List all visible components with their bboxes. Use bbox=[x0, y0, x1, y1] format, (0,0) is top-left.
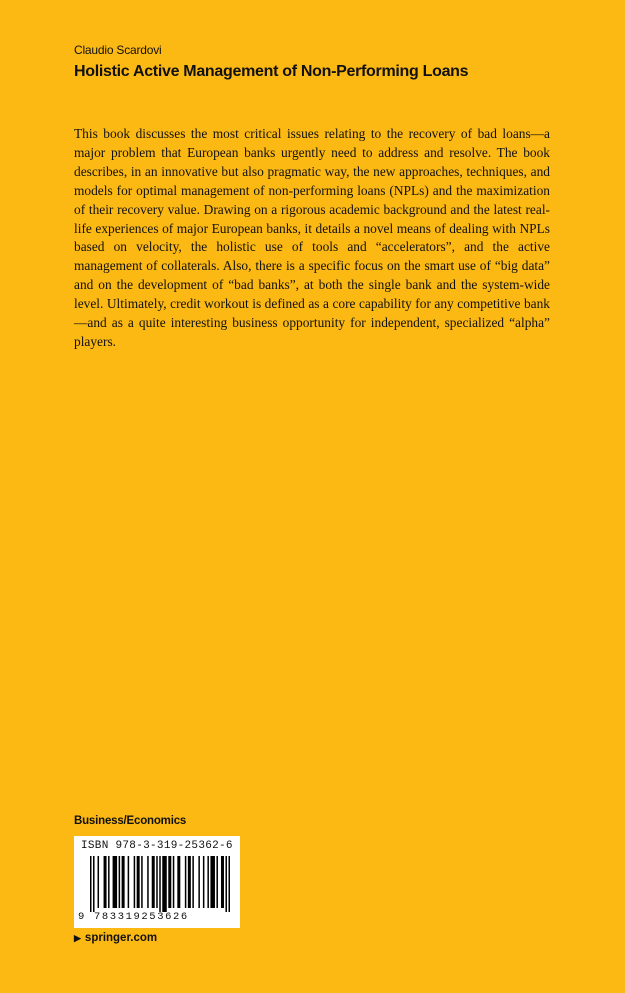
barcode-bar bbox=[177, 856, 180, 908]
barcode-bar bbox=[225, 856, 227, 912]
barcode-bar bbox=[228, 856, 230, 912]
barcode-bar bbox=[93, 856, 95, 912]
barcode-bar bbox=[104, 856, 107, 908]
barcode-bar bbox=[162, 856, 167, 912]
publisher-website[interactable] bbox=[74, 932, 157, 944]
barcode-bar bbox=[113, 856, 118, 908]
barcode-bar bbox=[119, 856, 121, 908]
barcode-bar bbox=[152, 856, 155, 908]
barcode-bar bbox=[134, 856, 136, 908]
barcode-bar bbox=[192, 856, 194, 908]
barcode-bar bbox=[185, 856, 187, 908]
barcode-lead-digit: 9 bbox=[78, 911, 85, 923]
barcode-bar bbox=[207, 856, 209, 908]
subject-category: Business/Economics bbox=[74, 815, 187, 827]
isbn-label: ISBN 978-3-319-25362-6 bbox=[81, 840, 233, 852]
barcode-bar bbox=[173, 856, 175, 908]
barcode-bar bbox=[122, 856, 125, 908]
barcode-bar bbox=[168, 856, 171, 908]
barcode-bar bbox=[128, 856, 130, 908]
barcode-bar bbox=[137, 856, 140, 908]
barcode-digits: 783319253626 bbox=[94, 911, 189, 923]
barcode-bars bbox=[90, 856, 230, 912]
isbn-barcode bbox=[74, 836, 240, 928]
barcode-bar bbox=[216, 856, 218, 908]
barcode-bar bbox=[90, 856, 92, 912]
barcode-bar bbox=[147, 856, 149, 908]
barcode-bar bbox=[98, 856, 100, 908]
barcode-bar bbox=[141, 856, 143, 908]
barcode-bar bbox=[221, 856, 224, 908]
barcode-bar bbox=[210, 856, 215, 908]
barcode-bar bbox=[156, 856, 158, 908]
barcode-bar bbox=[198, 856, 200, 908]
barcode-bar bbox=[203, 856, 205, 908]
triangle-right-icon: ▶ bbox=[74, 932, 81, 943]
book-title: Holistic Active Management of Non-Performing Loans bbox=[74, 63, 469, 80]
author-name: Claudio Scardovi bbox=[74, 43, 162, 57]
barcode-bar bbox=[159, 856, 161, 912]
barcode-bar bbox=[108, 856, 110, 908]
book-description: This book discusses the most critical issues relating to the recovery of bad loans—a major problem that European banks urgently need to address and resolve. The book describes, in an innovative but also pragmatic way, the new approaches, techniques, and models for optimal management of non-performing loans (NPLs) and the maximization of their recovery value. Drawing on a rigorous academic background and the latest real-life experiences of major European banks, it details a novel means of dealing with NPLs based on velocity, the holistic use of tools and “accelerators”, and the active management of collaterals. Also, there is a specific focus on the smart use of “big data” and on the development of “bad banks”, at both the single bank and the system-wide level. Ultimately, credit workout is defined as a core capability for any competitive bank—and as a quite interesting business opportunity for independent, specialized “alpha” players. bbox=[74, 126, 550, 349]
barcode-bar bbox=[188, 856, 191, 908]
website-label: springer.com bbox=[84, 932, 158, 944]
